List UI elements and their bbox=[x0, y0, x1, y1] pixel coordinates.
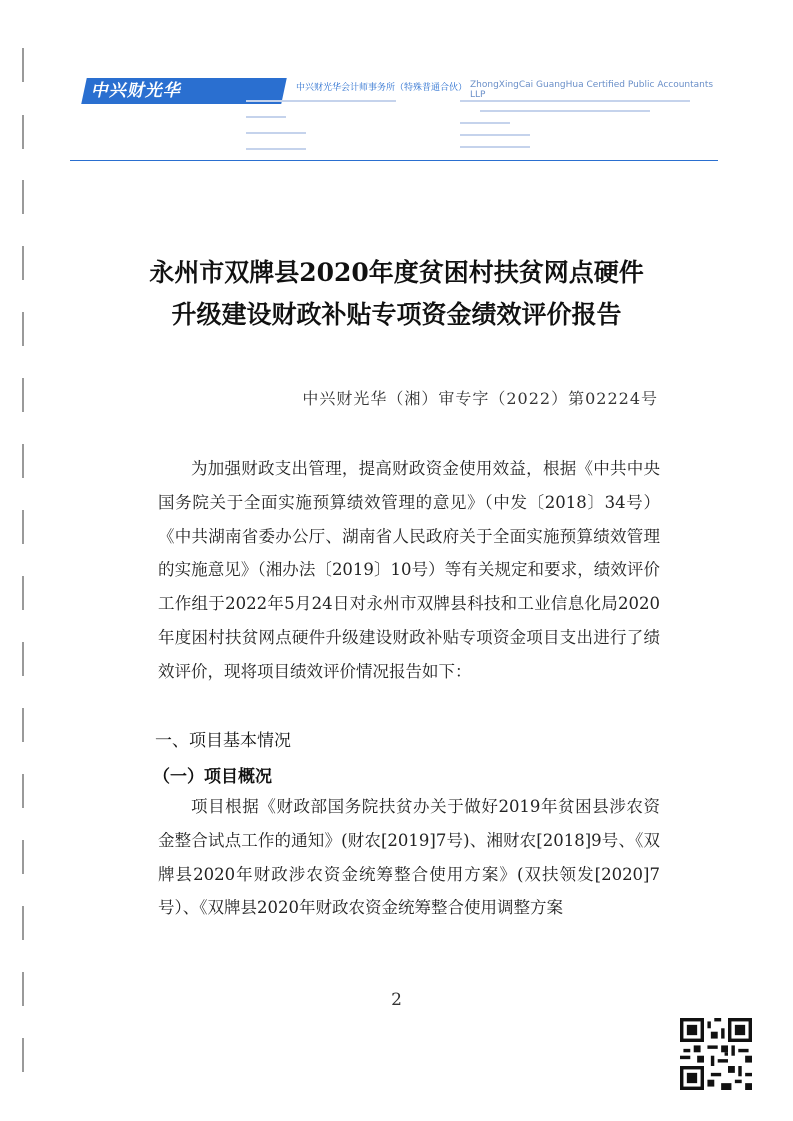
qr-code-icon bbox=[680, 1018, 752, 1090]
page-number: 2 bbox=[391, 990, 402, 1010]
section-heading: 一、项目基本情况 bbox=[155, 731, 291, 751]
contact-lines-graphic bbox=[246, 96, 436, 156]
firm-logo: 中兴财光华 bbox=[81, 78, 287, 104]
document-number: 中兴财光华（湘）审专字（2022）第02224号 bbox=[302, 389, 658, 408]
letterhead-contact-en bbox=[460, 96, 700, 160]
overview-paragraph: 项目根据《财政部国务院扶贫办关于做好2019年贫困县涉农资金整合试点工作的通知》(财农[2019]7号)、湘财农[2018]9号、《双牌县2020年财政涉农资金统筹整合使用方案》(双扶领发[2020]7号）、《双牌县2020年财政农资金统筹整合使用调整方案 bbox=[158, 797, 660, 918]
letterhead-divider bbox=[70, 160, 718, 161]
intro-paragraph: 为加强财政支出管理，提高财政资金使用效益，根据《中共中央国务院关于全面实施预算绩效管理的意见》（中发〔2018〕34号）《中共湖南省委办公厅、湖南省人民政府关于全面实施预算绩效管理的实施意见》（湘办法〔2019〕10号）等有关规定和要求，绩效评价工作组于2022年5月24日对永州市双牌县科技和工业信息化局2020年度困村扶贫网点硬件升级建设财政补贴专项资金项目支出进行了绩效评价，现将项目绩效评价情况报告如下： bbox=[158, 459, 660, 681]
overview-section bbox=[158, 790, 660, 925]
contact-lines-graphic-en bbox=[460, 96, 700, 156]
intro-section bbox=[158, 452, 660, 689]
binding-marks bbox=[0, 0, 40, 1121]
letterhead bbox=[70, 72, 718, 164]
firm-name-cn: 中兴财光华会计师事务所（特殊普通合伙） bbox=[296, 83, 468, 93]
letterhead-contact-cn bbox=[246, 96, 436, 162]
report-title bbox=[0, 252, 793, 336]
title-line-1: 永州市双牌县2020年度贫困村扶贫网点硬件 bbox=[149, 258, 644, 287]
subsection-heading: （一）项目概况 bbox=[153, 767, 272, 787]
title-line-2: 升级建设财政补贴专项资金绩效评价报告 bbox=[171, 300, 622, 329]
firm-name-en: ZhongXingCai GuangHua Certified Public Accountants LLP bbox=[470, 80, 714, 100]
